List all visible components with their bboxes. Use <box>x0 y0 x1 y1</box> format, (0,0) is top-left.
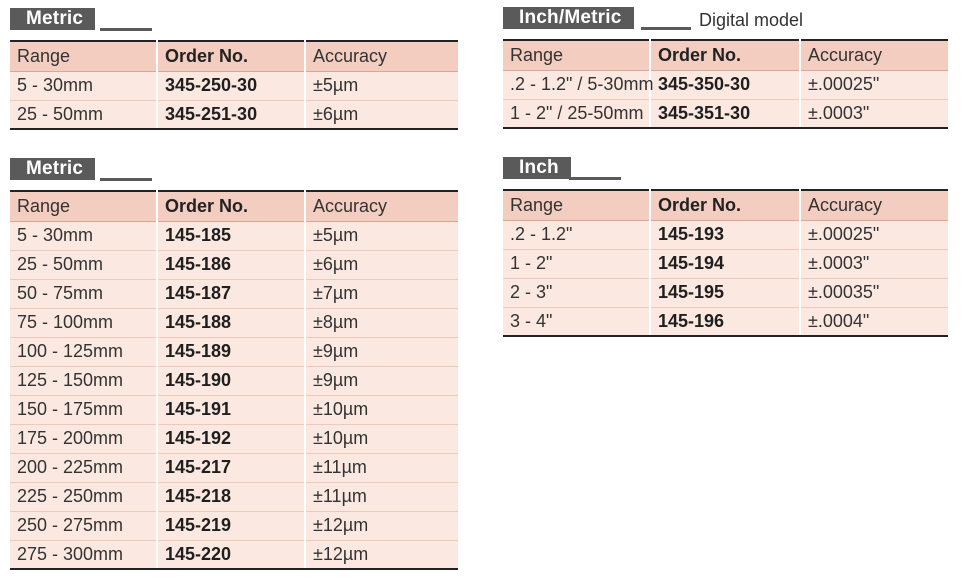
spec-table <box>503 39 948 129</box>
table-row <box>10 366 458 395</box>
range-cell: 250 - 275mm <box>10 511 157 540</box>
order-no-cell: 145-186 <box>157 250 305 279</box>
section-title: Inch <box>503 157 571 179</box>
order-no-cell: 145-187 <box>157 279 305 308</box>
section-note: Digital model <box>699 10 804 30</box>
order-no-cell: 145-219 <box>157 511 305 540</box>
order-no-cell: 145-192 <box>157 424 305 453</box>
order-no-cell: 145-194 <box>650 249 800 278</box>
column-header-accuracy: Accuracy <box>305 191 458 221</box>
accuracy-cell: ±6µm <box>305 250 458 279</box>
metric-section <box>10 158 458 564</box>
accuracy-cell: ±6µm <box>305 100 458 129</box>
accuracy-cell: ±7µm <box>305 279 458 308</box>
accuracy-cell: ±.00025" <box>800 220 948 249</box>
table-row <box>10 395 458 424</box>
range-cell: 5 - 30mm <box>10 221 157 250</box>
section-title: Metric <box>10 158 95 180</box>
header-row <box>503 40 948 70</box>
accuracy-cell: ±11µm <box>305 453 458 482</box>
header-row <box>10 191 458 221</box>
header-row <box>10 41 458 71</box>
column-header-accuracy: Accuracy <box>800 40 948 70</box>
table-row <box>10 337 458 366</box>
table-row <box>10 221 458 250</box>
range-cell: 125 - 150mm <box>10 366 157 395</box>
accuracy-cell: ±5µm <box>305 71 458 100</box>
table-row <box>10 71 458 100</box>
accuracy-cell: ±10µm <box>305 395 458 424</box>
accuracy-cell: ±11µm <box>305 482 458 511</box>
title-underline <box>569 177 621 180</box>
accuracy-cell: ±9µm <box>305 366 458 395</box>
accuracy-cell: ±.00035" <box>800 278 948 307</box>
order-no-cell: 345-350-30 <box>650 70 800 99</box>
order-no-cell: 145-220 <box>157 540 305 569</box>
range-cell: 175 - 200mm <box>10 424 157 453</box>
table-row <box>503 307 948 336</box>
order-no-cell: 145-195 <box>650 278 800 307</box>
range-cell: 275 - 300mm <box>10 540 157 569</box>
column-header-range: Range <box>10 191 157 221</box>
accuracy-cell: ±.00025" <box>800 70 948 99</box>
spec-table <box>10 40 458 130</box>
title-underline <box>641 27 691 30</box>
inch-metric-digital-section <box>503 7 948 123</box>
order-no-cell: 145-196 <box>650 307 800 336</box>
section-title: Inch/Metric <box>503 7 634 29</box>
table-row <box>10 279 458 308</box>
table-row <box>10 482 458 511</box>
table-row <box>10 308 458 337</box>
section-title-row <box>503 157 948 182</box>
range-cell: .2 - 1.2" / 5-30mm <box>503 70 650 99</box>
range-cell: 1 - 2" <box>503 249 650 278</box>
order-no-cell: 145-217 <box>157 453 305 482</box>
range-cell: 1 - 2" / 25-50mm <box>503 99 650 128</box>
accuracy-cell: ±8µm <box>305 308 458 337</box>
range-cell: 2 - 3" <box>503 278 650 307</box>
order-no-cell: 145-191 <box>157 395 305 424</box>
accuracy-cell: ±9µm <box>305 337 458 366</box>
spec-table <box>10 190 458 570</box>
accuracy-cell: ±.0003" <box>800 249 948 278</box>
table-row <box>10 424 458 453</box>
accuracy-cell: ±10µm <box>305 424 458 453</box>
section-title-row <box>10 158 458 183</box>
metric-digital-section <box>10 8 458 124</box>
order-no-cell: 145-190 <box>157 366 305 395</box>
range-cell: 5 - 30mm <box>10 71 157 100</box>
column-header-order-no: Order No. <box>650 40 800 70</box>
table-row <box>10 511 458 540</box>
order-no-cell: 145-193 <box>650 220 800 249</box>
range-cell: 50 - 75mm <box>10 279 157 308</box>
range-cell: 100 - 125mm <box>10 337 157 366</box>
title-underline <box>100 28 152 31</box>
order-no-cell: 345-351-30 <box>650 99 800 128</box>
range-cell: 200 - 225mm <box>10 453 157 482</box>
section-title-row <box>503 7 948 32</box>
table-row <box>503 249 948 278</box>
range-cell: 225 - 250mm <box>10 482 157 511</box>
range-cell: 3 - 4" <box>503 307 650 336</box>
accuracy-cell: ±.0003" <box>800 99 948 128</box>
range-cell: .2 - 1.2" <box>503 220 650 249</box>
inch-section <box>503 157 948 331</box>
column-header-range: Range <box>503 40 650 70</box>
spec-table <box>503 189 948 337</box>
section-title-row <box>10 8 458 33</box>
column-header-order-no: Order No. <box>157 191 305 221</box>
column-header-order-no: Order No. <box>157 41 305 71</box>
accuracy-cell: ±.0004" <box>800 307 948 336</box>
range-cell: 25 - 50mm <box>10 250 157 279</box>
column-header-accuracy: Accuracy <box>800 190 948 220</box>
order-no-cell: 345-251-30 <box>157 100 305 129</box>
accuracy-cell: ±12µm <box>305 511 458 540</box>
table-row <box>10 100 458 129</box>
order-no-cell: 145-188 <box>157 308 305 337</box>
column-header-accuracy: Accuracy <box>305 41 458 71</box>
table-row <box>10 540 458 569</box>
accuracy-cell: ±12µm <box>305 540 458 569</box>
table-row <box>503 278 948 307</box>
table-row <box>503 99 948 128</box>
order-no-cell: 145-185 <box>157 221 305 250</box>
header-row <box>503 190 948 220</box>
table-row <box>503 220 948 249</box>
range-cell: 75 - 100mm <box>10 308 157 337</box>
column-header-range: Range <box>503 190 650 220</box>
order-no-cell: 345-250-30 <box>157 71 305 100</box>
table-row <box>10 250 458 279</box>
table-row <box>10 453 458 482</box>
range-cell: 150 - 175mm <box>10 395 157 424</box>
section-title: Metric <box>10 8 95 30</box>
range-cell: 25 - 50mm <box>10 100 157 129</box>
order-no-cell: 145-218 <box>157 482 305 511</box>
order-no-cell: 145-189 <box>157 337 305 366</box>
table-row <box>503 70 948 99</box>
column-header-range: Range <box>10 41 157 71</box>
column-header-order-no: Order No. <box>650 190 800 220</box>
title-underline <box>100 178 152 181</box>
accuracy-cell: ±5µm <box>305 221 458 250</box>
